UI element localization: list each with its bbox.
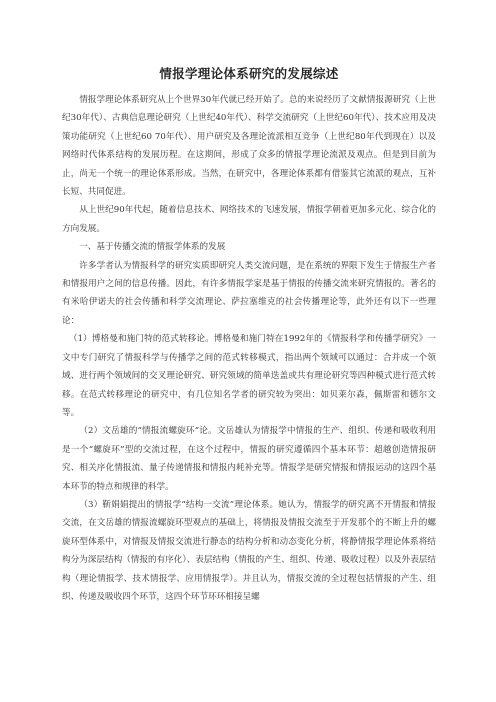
section-paragraph: （1）博格曼和施门特的范式转移论。博格曼和施门特在1992年的《情报科学和传播学研究》一文中专门研究了情报科学与传播学之间的范式转移模式，指出两个领域可以通过：合并成一个领域、进行两个领域间的交叉理论研究、研究领域的简单迭盖或共有理论研究等四种模式进行范式转移。在范式转移理论的研究中，有几位知名学者的研究较为突出：如贝莱尔森，佩斯雷和德尔文等。 bbox=[62, 334, 436, 418]
document-title: 情报学理论体系研究的发展综述 bbox=[159, 66, 339, 81]
section-heading: 一、基于传播交流的情报学体系的发展 bbox=[79, 242, 226, 253]
section-paragraph: （2）文岳雄的“情报流螺旋环”论。文岳雄认为情报学中情报的生产、组织、传递和吸收利用是一个“螺旋环”型的交流过程，在这个过程中，情报的研究遵循四个基本环节：超越创造情报研究、相关序化情报流、量子传递情报和情报内耗补充等。情报学是研究情报和情报运动的这四个基本环节的特点和规律的科学。 bbox=[62, 426, 436, 492]
intro-paragraph: 情报学理论体系研究从上个世界30年代就已经开始了。总的来说经历了文献情报源研究（上世纪30年代）、古典信息理论研究（上世纪40年代）、科学交流研究（上世纪60年代）、技术应用及决策功能研究（上世纪60 70年代）、用户研究及各理论流派相互竞争（上世纪80年代到现在）以及网络时代体系结构的发展历程。在这期间，形成了众多的情报学理论流派及观点。但是到目前为止，尚无一个统一的理论体系形成。当然，在研究中，各理论体系都有借鉴其它流派的观点，互补长短、共同促进。 bbox=[62, 95, 436, 198]
section-paragraph: （3）靳娟娟提出的情报学“结构一交流”理论体系。她认为，情报学的研究离不开情报和情报交流，在文岳雄的情报流螺旋环型观点的基础上，将情报及情报交流至于开发那个的不断上升的螺旋环型体系中，对情报及情报交流进行静态的结构分析和动态变化分析，将静情报学理论体系将结构分为深层结构（情报的有序化）、表层结构（情报的产生、组织、传递、吸收过程）以及外表层结构（理论情报学、技术情报学、应用情报学）。并且认为，情报交流的全过程包括情报的产生、组织、传递及吸收四个环节，这四个环节环环相接呈螺 bbox=[62, 499, 436, 602]
intro-paragraph: 从上世纪90年代起，随着信息技术、网络技术的飞速发展，情报学朝着更加多元化、综合化的方向发展。 bbox=[62, 205, 436, 234]
section-paragraph: 许多学者认为情报科学的研究实质即研究人类交流问题，是在系统的界限下发生于情报生产者和情报用户之间的信息传播。因此，有许多情报学家是基于情报的传播交流来研究情报的。著名的有米哈伊诺夫的社会传播和科学交流理论、萨拉塞维克的社会传播理论等，此外还有以下一些理论： bbox=[62, 260, 436, 326]
